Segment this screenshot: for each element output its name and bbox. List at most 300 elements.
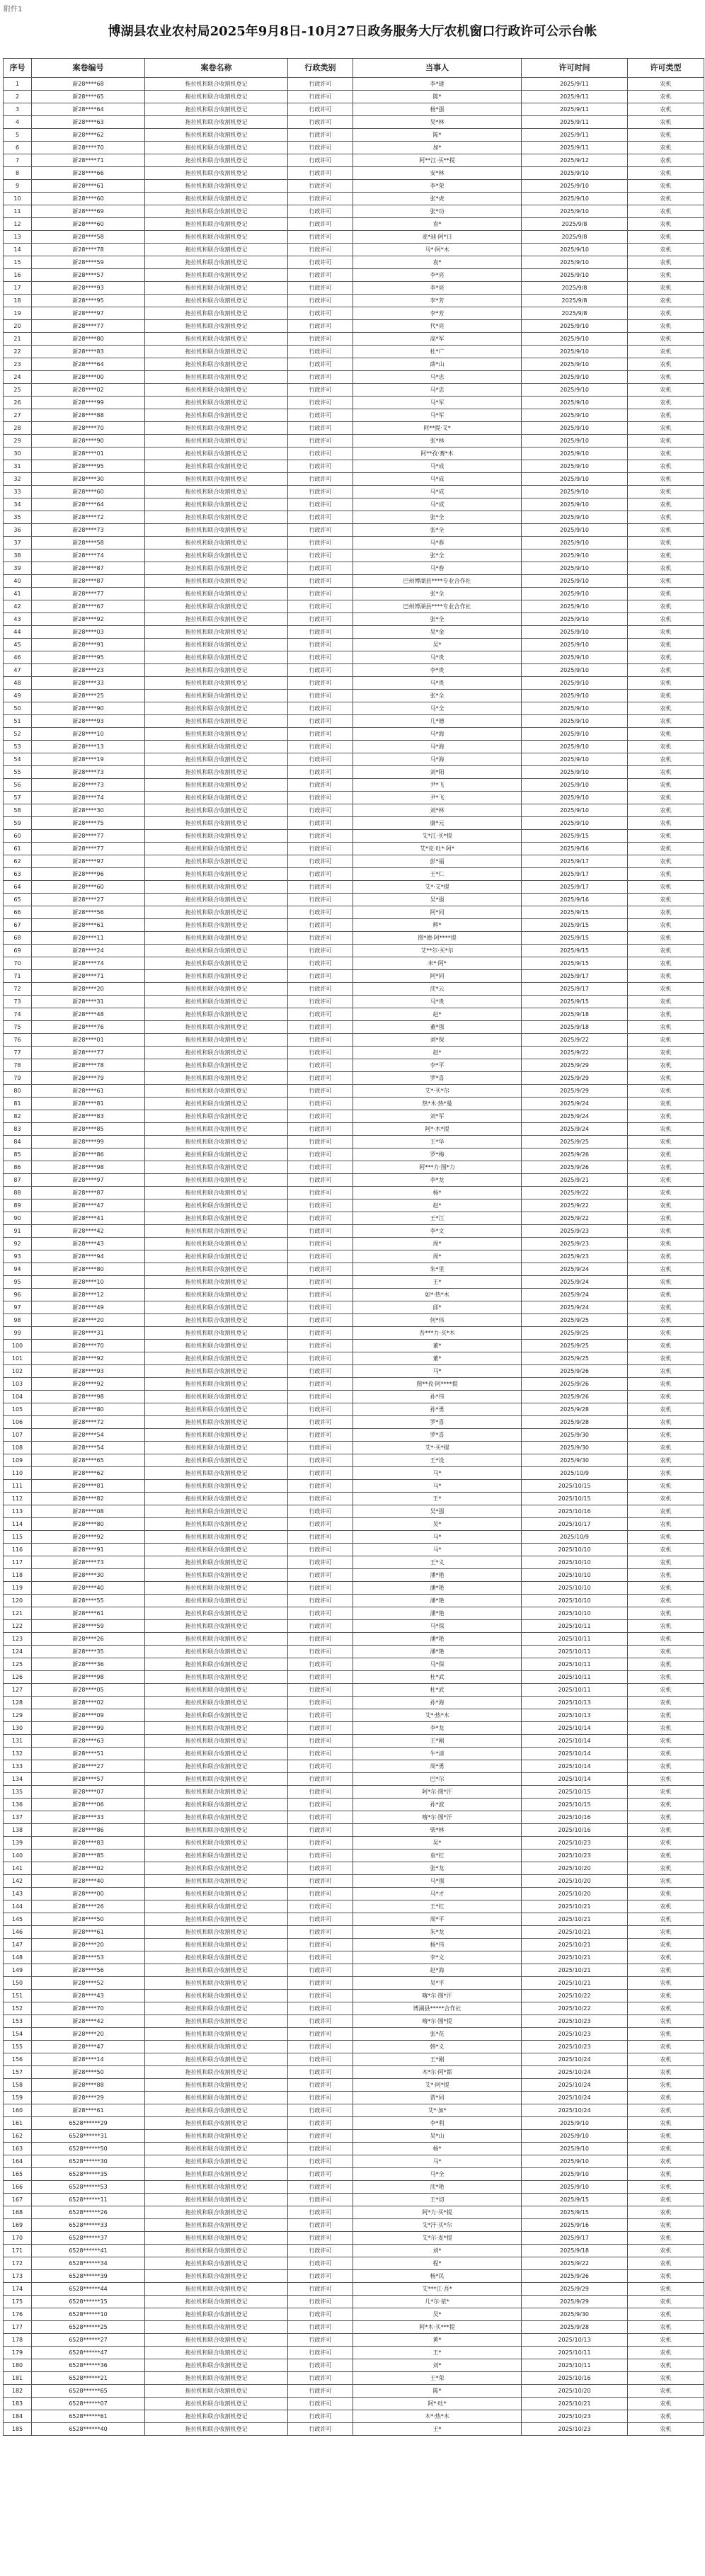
cell-admin-type: 行政许可 bbox=[288, 1289, 353, 1301]
cell-case-number: 新28****71 bbox=[32, 970, 145, 983]
cell-case-name: 拖拉机和联合收割机登记 bbox=[145, 996, 288, 1008]
cell-case-number: 新28****59 bbox=[32, 1620, 145, 1633]
cell-party: 潘*艳 bbox=[353, 1582, 522, 1595]
cell-permit-type: 农机 bbox=[628, 894, 704, 906]
table-row bbox=[4, 295, 704, 307]
cell-case-number: 新28****99 bbox=[32, 1136, 145, 1149]
cell-permit-date: 2025/9/15 bbox=[522, 945, 628, 957]
cell-case-name: 拖拉机和联合收割机登记 bbox=[145, 983, 288, 996]
cell-permit-type: 农机 bbox=[628, 2219, 704, 2232]
cell-party: 康*元 bbox=[353, 817, 522, 830]
cell-permit-date: 2025/10/22 bbox=[522, 1990, 628, 2002]
table-row bbox=[4, 894, 704, 906]
cell-index: 104 bbox=[4, 1391, 32, 1403]
cell-permit-type: 农机 bbox=[628, 2410, 704, 2423]
cell-admin-type: 行政许可 bbox=[288, 1607, 353, 1620]
table-row bbox=[4, 1633, 704, 1646]
cell-case-number: 新28****33 bbox=[32, 677, 145, 690]
cell-index: 102 bbox=[4, 1365, 32, 1378]
cell-index: 24 bbox=[4, 371, 32, 384]
cell-permit-date: 2025/9/10 bbox=[522, 588, 628, 600]
cell-case-number: 6528******36 bbox=[32, 2359, 145, 2372]
cell-index: 73 bbox=[4, 996, 32, 1008]
cell-case-number: 新28****00 bbox=[32, 371, 145, 384]
header-permit-type: 许可类型 bbox=[628, 59, 704, 78]
cell-case-name: 拖拉机和联合收割机登记 bbox=[145, 295, 288, 307]
cell-admin-type: 行政许可 bbox=[288, 1149, 353, 1161]
cell-permit-date: 2025/10/11 bbox=[522, 1671, 628, 1684]
table-row bbox=[4, 1416, 704, 1429]
cell-index: 63 bbox=[4, 868, 32, 881]
cell-permit-date: 2025/9/26 bbox=[522, 1378, 628, 1391]
cell-admin-type: 行政许可 bbox=[288, 2117, 353, 2130]
cell-case-number: 新28****71 bbox=[32, 154, 145, 167]
cell-case-name: 拖拉机和联合收割机登记 bbox=[145, 2283, 288, 2296]
cell-case-name: 拖拉机和联合收割机登记 bbox=[145, 1442, 288, 1454]
cell-permit-date: 2025/10/14 bbox=[522, 1773, 628, 1786]
cell-case-number: 新28****20 bbox=[32, 1939, 145, 1951]
cell-case-name: 拖拉机和联合收割机登记 bbox=[145, 1505, 288, 1518]
cell-admin-type: 行政许可 bbox=[288, 511, 353, 524]
cell-permit-date: 2025/9/11 bbox=[522, 116, 628, 129]
cell-case-name: 拖拉机和联合收割机登记 bbox=[145, 1072, 288, 1085]
cell-admin-type: 行政许可 bbox=[288, 1098, 353, 1110]
cell-party: 潘*艳 bbox=[353, 1646, 522, 1658]
cell-case-number: 6528******65 bbox=[32, 2385, 145, 2398]
cell-party: 王*江 bbox=[353, 1212, 522, 1225]
cell-index: 1 bbox=[4, 78, 32, 91]
cell-admin-type: 行政许可 bbox=[288, 1722, 353, 1735]
cell-case-name: 拖拉机和联合收割机登记 bbox=[145, 1811, 288, 1824]
cell-party: 加* bbox=[353, 142, 522, 154]
cell-permit-date: 2025/10/21 bbox=[522, 1913, 628, 1926]
cell-index: 85 bbox=[4, 1149, 32, 1161]
cell-permit-type: 农机 bbox=[628, 957, 704, 970]
table-row bbox=[4, 1888, 704, 1900]
cell-permit-type: 农机 bbox=[628, 1136, 704, 1149]
cell-party: 马* bbox=[353, 1544, 522, 1556]
cell-permit-date: 2025/9/28 bbox=[522, 1403, 628, 1416]
cell-case-name: 拖拉机和联合收割机登记 bbox=[145, 2143, 288, 2155]
cell-case-number: 新28****97 bbox=[32, 1174, 145, 1187]
cell-party: 艾*·买*提 bbox=[353, 1442, 522, 1454]
cell-permit-type: 农机 bbox=[628, 843, 704, 855]
cell-permit-date: 2025/10/24 bbox=[522, 2066, 628, 2079]
cell-case-number: 新28****77 bbox=[32, 830, 145, 843]
table-row bbox=[4, 575, 704, 588]
cell-permit-date: 2025/9/10 bbox=[522, 193, 628, 205]
cell-permit-type: 农机 bbox=[628, 346, 704, 358]
cell-permit-type: 农机 bbox=[628, 664, 704, 677]
cell-case-number: 新28****24 bbox=[32, 945, 145, 957]
cell-case-name: 拖拉机和联合收割机登记 bbox=[145, 1556, 288, 1569]
cell-index: 80 bbox=[4, 1085, 32, 1098]
cell-permit-date: 2025/10/14 bbox=[522, 1760, 628, 1773]
cell-party: 牛*清 bbox=[353, 1748, 522, 1760]
cell-admin-type: 行政许可 bbox=[288, 1276, 353, 1289]
cell-permit-date: 2025/9/10 bbox=[522, 766, 628, 779]
cell-permit-type: 农机 bbox=[628, 766, 704, 779]
cell-permit-date: 2025/9/29 bbox=[522, 1059, 628, 1072]
cell-admin-type: 行政许可 bbox=[288, 1531, 353, 1544]
table-row bbox=[4, 511, 704, 524]
cell-case-name: 拖拉机和联合收割机登记 bbox=[145, 2245, 288, 2257]
cell-case-name: 拖拉机和联合收割机登记 bbox=[145, 2398, 288, 2410]
cell-permit-date: 2025/9/29 bbox=[522, 2296, 628, 2308]
cell-party: 马*海 bbox=[353, 753, 522, 766]
cell-case-name: 拖拉机和联合收割机登记 bbox=[145, 1212, 288, 1225]
cell-permit-date: 2025/9/10 bbox=[522, 333, 628, 346]
cell-party: 马*保 bbox=[353, 1658, 522, 1671]
cell-case-name: 拖拉机和联合收割机登记 bbox=[145, 792, 288, 804]
cell-permit-type: 农机 bbox=[628, 613, 704, 626]
cell-permit-type: 农机 bbox=[628, 91, 704, 103]
cell-case-number: 新28****31 bbox=[32, 1327, 145, 1340]
cell-index: 5 bbox=[4, 129, 32, 142]
cell-party: 杨* bbox=[353, 1187, 522, 1199]
table-row bbox=[4, 1314, 704, 1327]
cell-case-name: 拖拉机和联合收割机登记 bbox=[145, 2219, 288, 2232]
cell-permit-date: 2025/9/12 bbox=[522, 154, 628, 167]
cell-case-name: 拖拉机和联合收割机登记 bbox=[145, 2104, 288, 2117]
cell-case-number: 新28****98 bbox=[32, 1161, 145, 1174]
cell-index: 175 bbox=[4, 2296, 32, 2308]
cell-permit-type: 农机 bbox=[628, 651, 704, 664]
cell-index: 66 bbox=[4, 906, 32, 919]
table-row bbox=[4, 2041, 704, 2053]
table-row bbox=[4, 2398, 704, 2410]
cell-case-name: 拖拉机和联合收割机登记 bbox=[145, 1569, 288, 1582]
cell-permit-date: 2025/10/23 bbox=[522, 2410, 628, 2423]
cell-index: 3 bbox=[4, 103, 32, 116]
cell-index: 30 bbox=[4, 448, 32, 460]
cell-case-name: 拖拉机和联合收割机登记 bbox=[145, 677, 288, 690]
cell-admin-type: 行政许可 bbox=[288, 1595, 353, 1607]
cell-admin-type: 行政许可 bbox=[288, 626, 353, 639]
cell-party: 刘*军 bbox=[353, 1110, 522, 1123]
cell-case-number: 新28****14 bbox=[32, 2053, 145, 2066]
table-row bbox=[4, 435, 704, 448]
cell-party: 张*全 bbox=[353, 549, 522, 562]
cell-admin-type: 行政许可 bbox=[288, 1480, 353, 1493]
cell-case-number: 新28****40 bbox=[32, 1875, 145, 1888]
cell-party: 周*勇 bbox=[353, 1760, 522, 1773]
cell-permit-date: 2025/9/10 bbox=[522, 600, 628, 613]
cell-case-number: 新28****13 bbox=[32, 741, 145, 753]
cell-index: 35 bbox=[4, 511, 32, 524]
cell-admin-type: 行政许可 bbox=[288, 600, 353, 613]
cell-admin-type: 行政许可 bbox=[288, 1684, 353, 1697]
cell-case-number: 新28****83 bbox=[32, 346, 145, 358]
table-row bbox=[4, 218, 704, 231]
cell-admin-type: 行政许可 bbox=[288, 2219, 353, 2232]
table-row bbox=[4, 1149, 704, 1161]
cell-permit-date: 2025/10/11 bbox=[522, 2347, 628, 2359]
cell-admin-type: 行政许可 bbox=[288, 868, 353, 881]
table-row bbox=[4, 129, 704, 142]
table-row bbox=[4, 741, 704, 753]
cell-admin-type: 行政许可 bbox=[288, 1263, 353, 1276]
cell-permit-type: 农机 bbox=[628, 626, 704, 639]
table-row bbox=[4, 1289, 704, 1301]
cell-permit-date: 2025/9/10 bbox=[522, 384, 628, 397]
cell-case-name: 拖拉机和联合收割机登记 bbox=[145, 626, 288, 639]
table-row bbox=[4, 996, 704, 1008]
cell-permit-date: 2025/9/10 bbox=[522, 473, 628, 486]
cell-case-name: 拖拉机和联合收割机登记 bbox=[145, 1136, 288, 1149]
cell-index: 53 bbox=[4, 741, 32, 753]
cell-index: 20 bbox=[4, 320, 32, 333]
cell-permit-type: 农机 bbox=[628, 1098, 704, 1110]
cell-permit-date: 2025/9/17 bbox=[522, 983, 628, 996]
cell-admin-type: 行政许可 bbox=[288, 1199, 353, 1212]
cell-index: 159 bbox=[4, 2092, 32, 2104]
cell-case-name: 拖拉机和联合收割机登记 bbox=[145, 639, 288, 651]
cell-party: 张*功 bbox=[353, 205, 522, 218]
cell-party: 李*贵 bbox=[353, 664, 522, 677]
cell-case-name: 拖拉机和联合收割机登记 bbox=[145, 1480, 288, 1493]
cell-index: 166 bbox=[4, 2181, 32, 2194]
cell-case-number: 新28****70 bbox=[32, 142, 145, 154]
cell-permit-date: 2025/9/17 bbox=[522, 855, 628, 868]
cell-case-name: 拖拉机和联合收割机登记 bbox=[145, 1964, 288, 1977]
cell-index: 11 bbox=[4, 205, 32, 218]
cell-case-number: 6528******31 bbox=[32, 2130, 145, 2143]
table-row bbox=[4, 1569, 704, 1582]
cell-party: 李*建 bbox=[353, 78, 522, 91]
cell-case-number: 新28****59 bbox=[32, 256, 145, 269]
cell-admin-type: 行政许可 bbox=[288, 269, 353, 282]
cell-permit-date: 2025/10/24 bbox=[522, 2053, 628, 2066]
cell-permit-date: 2025/9/10 bbox=[522, 269, 628, 282]
cell-permit-type: 农机 bbox=[628, 1658, 704, 1671]
cell-index: 37 bbox=[4, 537, 32, 549]
cell-party: 李*荣 bbox=[353, 180, 522, 193]
cell-admin-type: 行政许可 bbox=[288, 1391, 353, 1403]
cell-case-name: 拖拉机和联合收割机登记 bbox=[145, 2347, 288, 2359]
table-row bbox=[4, 1174, 704, 1187]
cell-permit-date: 2025/9/10 bbox=[522, 741, 628, 753]
cell-admin-type: 行政许可 bbox=[288, 957, 353, 970]
cell-index: 62 bbox=[4, 855, 32, 868]
cell-admin-type: 行政许可 bbox=[288, 231, 353, 244]
header-index: 序号 bbox=[4, 59, 32, 78]
cell-index: 14 bbox=[4, 244, 32, 256]
cell-case-name: 拖拉机和联合收割机登记 bbox=[145, 957, 288, 970]
cell-party: 董* bbox=[353, 1352, 522, 1365]
cell-admin-type: 行政许可 bbox=[288, 804, 353, 817]
cell-index: 45 bbox=[4, 639, 32, 651]
cell-case-name: 拖拉机和联合收割机登记 bbox=[145, 167, 288, 180]
cell-party: 马*保 bbox=[353, 1620, 522, 1633]
cell-case-name: 拖拉机和联合收割机登记 bbox=[145, 1416, 288, 1429]
table-row bbox=[4, 448, 704, 460]
cell-case-name: 拖拉机和联合收割机登记 bbox=[145, 715, 288, 728]
cell-permit-type: 农机 bbox=[628, 804, 704, 817]
cell-party: 热*木·热*曼 bbox=[353, 1098, 522, 1110]
cell-permit-type: 农机 bbox=[628, 448, 704, 460]
table-row bbox=[4, 1301, 704, 1314]
cell-case-name: 拖拉机和联合收割机登记 bbox=[145, 1454, 288, 1467]
cell-party: 陈* bbox=[353, 2385, 522, 2398]
cell-permit-date: 2025/10/16 bbox=[522, 1824, 628, 1837]
cell-party: 阿*同 bbox=[353, 906, 522, 919]
table-row bbox=[4, 537, 704, 549]
cell-case-name: 拖拉机和联合收割机登记 bbox=[145, 2296, 288, 2308]
cell-case-number: 新28****95 bbox=[32, 295, 145, 307]
cell-party: 艾*·阿*提 bbox=[353, 2079, 522, 2092]
cell-permit-date: 2025/9/22 bbox=[522, 1034, 628, 1047]
table-row bbox=[4, 269, 704, 282]
cell-case-number: 新28****93 bbox=[32, 1365, 145, 1378]
table-row bbox=[4, 2015, 704, 2028]
table-row bbox=[4, 1607, 704, 1620]
cell-permit-type: 农机 bbox=[628, 1824, 704, 1837]
cell-admin-type: 行政许可 bbox=[288, 1939, 353, 1951]
table-row bbox=[4, 1837, 704, 1850]
cell-case-name: 拖拉机和联合收割机登记 bbox=[145, 1021, 288, 1034]
cell-case-name: 拖拉机和联合收割机登记 bbox=[145, 1926, 288, 1939]
cell-permit-date: 2025/10/14 bbox=[522, 1735, 628, 1748]
cell-permit-date: 2025/9/10 bbox=[522, 422, 628, 435]
cell-admin-type: 行政许可 bbox=[288, 639, 353, 651]
cell-party: 潘*艳 bbox=[353, 1633, 522, 1646]
cell-admin-type: 行政许可 bbox=[288, 1187, 353, 1199]
cell-case-name: 拖拉机和联合收割机登记 bbox=[145, 1735, 288, 1748]
cell-case-number: 新28****56 bbox=[32, 1964, 145, 1977]
cell-admin-type: 行政许可 bbox=[288, 1799, 353, 1811]
cell-permit-date: 2025/9/10 bbox=[522, 804, 628, 817]
table-row bbox=[4, 231, 704, 244]
cell-index: 6 bbox=[4, 142, 32, 154]
cell-case-number: 6528******21 bbox=[32, 2372, 145, 2385]
cell-party: 刘* bbox=[353, 2245, 522, 2257]
cell-party: 巴州博湖县****专业合作社 bbox=[353, 575, 522, 588]
cell-permit-type: 农机 bbox=[628, 1276, 704, 1289]
cell-case-name: 拖拉机和联合收割机登记 bbox=[145, 1098, 288, 1110]
cell-permit-type: 农机 bbox=[628, 1467, 704, 1480]
cell-index: 137 bbox=[4, 1811, 32, 1824]
cell-case-number: 新28****20 bbox=[32, 2028, 145, 2041]
cell-case-number: 新28****97 bbox=[32, 307, 145, 320]
cell-permit-type: 农机 bbox=[628, 881, 704, 894]
cell-permit-type: 农机 bbox=[628, 1123, 704, 1136]
cell-permit-type: 农机 bbox=[628, 2283, 704, 2296]
cell-case-name: 拖拉机和联合收割机登记 bbox=[145, 702, 288, 715]
cell-permit-type: 农机 bbox=[628, 1454, 704, 1467]
table-row bbox=[4, 1085, 704, 1098]
cell-permit-date: 2025/9/10 bbox=[522, 320, 628, 333]
cell-permit-type: 农机 bbox=[628, 1990, 704, 2002]
table-row bbox=[4, 1735, 704, 1748]
cell-permit-date: 2025/9/15 bbox=[522, 919, 628, 932]
cell-party: 李*芳 bbox=[353, 307, 522, 320]
cell-permit-date: 2025/9/17 bbox=[522, 2232, 628, 2245]
cell-case-number: 新28****85 bbox=[32, 1850, 145, 1862]
cell-case-number: 新28****52 bbox=[32, 1977, 145, 1990]
table-row bbox=[4, 333, 704, 346]
cell-case-name: 拖拉机和联合收割机登记 bbox=[145, 498, 288, 511]
cell-party: 罗*梅 bbox=[353, 1149, 522, 1161]
cell-party: 马*春 bbox=[353, 562, 522, 575]
cell-case-name: 拖拉机和联合收割机登记 bbox=[145, 1085, 288, 1098]
table-row bbox=[4, 1403, 704, 1416]
cell-case-name: 拖拉机和联合收割机登记 bbox=[145, 1722, 288, 1735]
cell-admin-type: 行政许可 bbox=[288, 1301, 353, 1314]
cell-permit-type: 农机 bbox=[628, 2130, 704, 2143]
cell-admin-type: 行政许可 bbox=[288, 486, 353, 498]
table-row bbox=[4, 167, 704, 180]
cell-case-number: 新28****54 bbox=[32, 1429, 145, 1442]
cell-case-number: 6528******35 bbox=[32, 2168, 145, 2181]
cell-case-name: 拖拉机和联合收割机登记 bbox=[145, 1913, 288, 1926]
cell-admin-type: 行政许可 bbox=[288, 1697, 353, 1709]
cell-case-name: 拖拉机和联合收割机登记 bbox=[145, 2066, 288, 2079]
cell-index: 19 bbox=[4, 307, 32, 320]
table-row bbox=[4, 1671, 704, 1684]
cell-admin-type: 行政许可 bbox=[288, 2181, 353, 2194]
table-row bbox=[4, 1544, 704, 1556]
cell-case-name: 拖拉机和联合收割机登记 bbox=[145, 1544, 288, 1556]
cell-index: 7 bbox=[4, 154, 32, 167]
cell-admin-type: 行政许可 bbox=[288, 524, 353, 537]
cell-permit-type: 农机 bbox=[628, 397, 704, 409]
cell-index: 107 bbox=[4, 1429, 32, 1442]
table-row bbox=[4, 626, 704, 639]
cell-case-number: 新28****90 bbox=[32, 702, 145, 715]
cell-case-name: 拖拉机和联合收割机登记 bbox=[145, 945, 288, 957]
cell-permit-type: 农机 bbox=[628, 1633, 704, 1646]
cell-admin-type: 行政许可 bbox=[288, 996, 353, 1008]
cell-party: 吴*山 bbox=[353, 2130, 522, 2143]
cell-index: 47 bbox=[4, 664, 32, 677]
cell-case-number: 新28****01 bbox=[32, 1034, 145, 1047]
cell-index: 65 bbox=[4, 894, 32, 906]
cell-index: 100 bbox=[4, 1340, 32, 1352]
cell-case-number: 6528******39 bbox=[32, 2270, 145, 2283]
cell-case-name: 拖拉机和联合收割机登记 bbox=[145, 2385, 288, 2398]
cell-case-name: 拖拉机和联合收割机登记 bbox=[145, 1990, 288, 2002]
cell-index: 168 bbox=[4, 2206, 32, 2219]
cell-index: 155 bbox=[4, 2041, 32, 2053]
table-row bbox=[4, 2283, 704, 2296]
cell-permit-date: 2025/9/10 bbox=[522, 205, 628, 218]
cell-case-number: 新28****61 bbox=[32, 2104, 145, 2117]
cell-index: 114 bbox=[4, 1518, 32, 1531]
cell-permit-type: 农机 bbox=[628, 1021, 704, 1034]
cell-party: 马*成 bbox=[353, 486, 522, 498]
cell-permit-date: 2025/10/11 bbox=[522, 1646, 628, 1658]
cell-case-number: 新28****26 bbox=[32, 1900, 145, 1913]
table-row bbox=[4, 1378, 704, 1391]
cell-party: 艾*·买*尔 bbox=[353, 1085, 522, 1098]
cell-case-name: 拖拉机和联合收割机登记 bbox=[145, 2041, 288, 2053]
cell-party: 吴* bbox=[353, 639, 522, 651]
cell-permit-date: 2025/9/10 bbox=[522, 651, 628, 664]
cell-permit-date: 2025/9/10 bbox=[522, 2181, 628, 2194]
cell-party: 马*才 bbox=[353, 1888, 522, 1900]
table-row bbox=[4, 1072, 704, 1085]
cell-permit-date: 2025/9/10 bbox=[522, 498, 628, 511]
cell-case-name: 拖拉机和联合收割机登记 bbox=[145, 1939, 288, 1951]
cell-index: 54 bbox=[4, 753, 32, 766]
cell-case-name: 拖拉机和联合收割机登记 bbox=[145, 2423, 288, 2436]
cell-case-number: 新28****68 bbox=[32, 78, 145, 91]
cell-party: 李*利 bbox=[353, 2117, 522, 2130]
cell-permit-date: 2025/9/8 bbox=[522, 218, 628, 231]
cell-party: 王*红 bbox=[353, 1900, 522, 1913]
cell-index: 77 bbox=[4, 1047, 32, 1059]
